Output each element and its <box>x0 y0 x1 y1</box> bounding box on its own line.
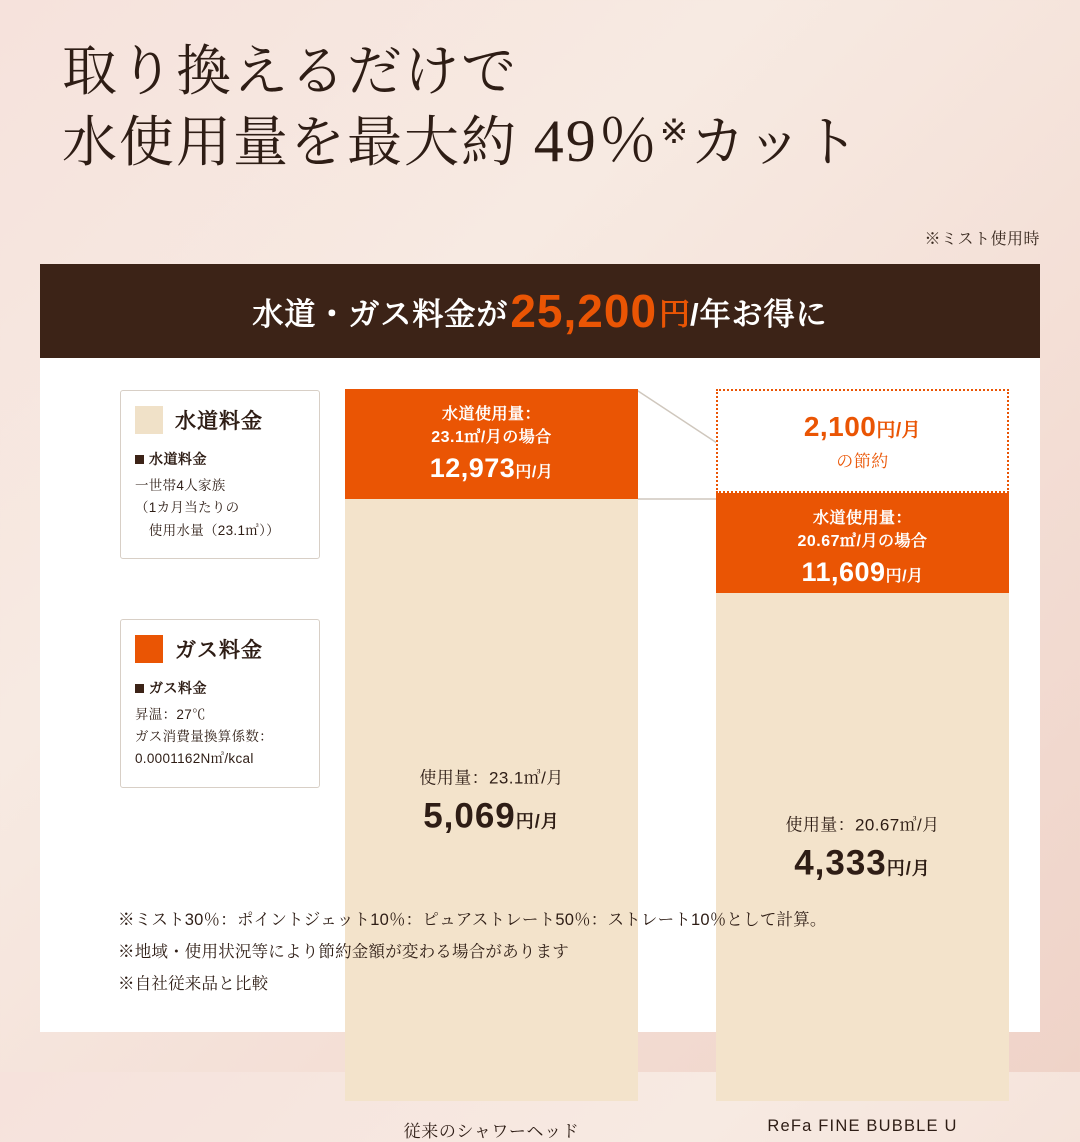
footnote-1: ※ミスト30％：ポイントジェット10％：ピュアストレート50％：ストレート10％として計算。 <box>118 911 827 929</box>
legend-water-line-1: 一世帯4人家族 <box>135 478 226 493</box>
footnotes <box>118 904 998 1001</box>
saving-label: の節約 <box>836 451 889 471</box>
banner-suffix: /年お得に <box>690 296 828 332</box>
headline-line-2 <box>62 105 861 178</box>
bar-segment-gas-right <box>716 493 1009 593</box>
water-swatch-icon <box>135 406 163 434</box>
bar-column-conventional <box>345 389 638 1142</box>
headline-line-1: 取り換えるだけで <box>62 41 519 102</box>
gas-usage-line-2-left: 23.1㎥/月の場合 <box>431 429 552 447</box>
legend-gas-title: ガス料金 <box>175 638 263 662</box>
footnote-3: ※自社従来品と比較 <box>118 975 269 994</box>
legend-water-title-row <box>135 405 307 435</box>
water-usage-right: 使用量：20.67㎥/月 <box>785 815 940 835</box>
saving-callout <box>716 389 1009 493</box>
page-title <box>62 38 861 178</box>
legend-gas-line-2: ガス消費量換算係数： <box>135 729 273 745</box>
footnote-2: ※地域・使用状況等により節約金額が変わる場合があります <box>118 943 569 962</box>
square-bullet-icon <box>135 684 144 693</box>
gas-usage-line-1-left: 水道使用量： <box>441 406 541 423</box>
saving-amount-unit: 円/月 <box>876 419 922 441</box>
square-bullet-icon <box>135 455 144 464</box>
gas-usage-line-1-right: 水道使用量： <box>812 510 912 527</box>
banner-prefix: 水道・ガス料金が <box>252 296 509 332</box>
legend-water-sub-text: 水道料金 <box>149 451 207 467</box>
legend-gas-line-1: 昇温：27℃ <box>135 706 206 722</box>
headline-note: ※ミスト使用時 <box>924 231 1040 248</box>
gas-value-number-right: 11,609 <box>801 557 886 588</box>
bar-caption-right: ReFa FINE BUBBLE U <box>767 1117 958 1135</box>
savings-banner <box>40 264 1040 358</box>
legend-gas-sub-text: ガス料金 <box>149 679 207 696</box>
headline-percent: 49％ <box>533 108 660 175</box>
legend-gas-line-3: 0.0001162N㎥/kcal <box>135 751 254 767</box>
gas-usage-line-2-right: 20.67㎥/月の場合 <box>797 533 928 551</box>
legend-water-line-2: （1カ月当たりの <box>135 500 240 516</box>
gas-value-right <box>716 557 1009 588</box>
gas-value-left <box>345 453 638 484</box>
banner-amount: 25,200 <box>510 285 658 337</box>
water-value-unit-left: 円/月 <box>515 811 560 832</box>
water-usage-left: 使用量：23.1㎥/月 <box>419 768 564 788</box>
headline-line-2-suffix: カット <box>690 112 861 174</box>
bar-segment-gas-left <box>345 389 638 499</box>
water-value-unit-right: 円/月 <box>886 858 931 879</box>
bar-segment-water-right <box>716 593 1009 1101</box>
gas-swatch-icon <box>135 635 163 663</box>
legend-water-sub <box>135 449 307 469</box>
water-value-number-right: 4,333 <box>794 843 887 883</box>
saving-amount <box>804 411 921 443</box>
legend-gas <box>120 619 320 788</box>
headline-asterisk: ※ <box>659 114 691 152</box>
water-value-right <box>716 844 1009 884</box>
gas-value-unit-left: 円/月 <box>515 464 554 482</box>
bar-column-refa <box>716 389 1009 1136</box>
bar-segment-water-left <box>345 499 638 1101</box>
saving-amount-number: 2,100 <box>803 410 877 442</box>
gas-value-unit-right: 円/月 <box>885 568 924 586</box>
legend-water <box>120 390 320 559</box>
savings-card <box>40 264 1040 1141</box>
headline-line-2-prefix: 水使用量を最大約 <box>62 112 534 174</box>
water-labels-left <box>345 764 638 837</box>
legend-water-title: 水道料金 <box>175 410 263 433</box>
gas-value-number-left: 12,973 <box>429 453 516 484</box>
water-value-number-left: 5,069 <box>423 796 516 836</box>
water-value-left <box>345 797 638 837</box>
chart-legend <box>120 390 320 788</box>
legend-water-line-3: 使用水量（23.1㎥）） <box>135 522 280 538</box>
banner-yen: 円 <box>659 296 691 332</box>
legend-gas-title-row <box>135 634 307 664</box>
water-labels-right <box>716 811 1009 884</box>
connector-lines <box>635 389 720 569</box>
legend-gas-sub <box>135 678 307 698</box>
bar-caption-left: 従来のシャワーヘッド <box>403 1122 580 1141</box>
